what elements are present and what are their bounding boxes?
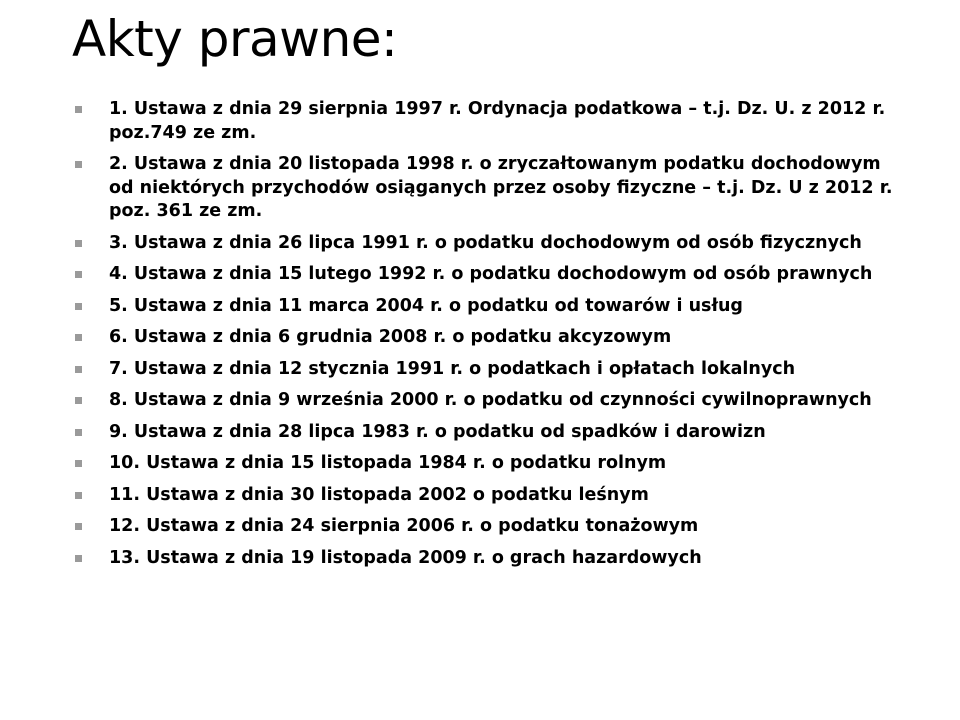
list-item (72, 263, 902, 287)
list-item (72, 295, 902, 319)
list-item-text: 10. Ustawa z dnia 15 listopada 1984 r. o podatku rolnym (109, 453, 667, 473)
list-item-text: 5. Ustawa z dnia 11 marca 2004 r. o podatku od towarów i usług (109, 295, 743, 316)
square-bullet-icon (75, 271, 82, 278)
list-item (72, 421, 902, 445)
list-item-text: 6. Ustawa z dnia 6 grudnia 2008 r. o podatku akcyzowym (109, 327, 672, 347)
list-item-text: 13. Ustawa z dnia 19 listopada 2009 r. o grach hazardowych (109, 547, 702, 568)
list-item (72, 358, 902, 382)
list-item (72, 452, 902, 476)
list-item (72, 232, 902, 256)
square-bullet-icon (75, 460, 82, 467)
list-item-text: 2. Ustawa z dnia 20 listopada 1998 r. o zryczałtowanym podatku dochodowym od niektórych przychodów osiąganych przez osoby fizyczne – t.j. Dz. U z 2012 r. poz. 361 ze zm. (109, 154, 893, 221)
list-item-text: 4. Ustawa z dnia 15 lutego 1992 r. o podatku dochodowym od osób prawnych (109, 264, 873, 284)
square-bullet-icon (75, 334, 82, 341)
list-item-text: 12. Ustawa z dnia 24 sierpnia 2006 r. o podatku tonażowym (109, 516, 699, 536)
list-item (72, 389, 902, 413)
list-item (72, 484, 902, 508)
square-bullet-icon (75, 429, 82, 436)
legal-acts-list (72, 98, 902, 578)
list-item-text: 3. Ustawa z dnia 26 lipca 1991 r. o podatku dochodowym od osób fizycznych (109, 232, 862, 253)
list-item (72, 326, 902, 350)
square-bullet-icon (75, 161, 82, 168)
square-bullet-icon (75, 366, 82, 373)
list-item-text: 8. Ustawa z dnia 9 września 2000 r. o podatku od czynności cywilnoprawnych (109, 390, 872, 410)
list-item (72, 515, 902, 539)
square-bullet-icon (75, 303, 82, 310)
list-item (72, 153, 902, 224)
square-bullet-icon (75, 492, 82, 499)
square-bullet-icon (75, 555, 82, 562)
square-bullet-icon (75, 397, 82, 404)
square-bullet-icon (75, 523, 82, 530)
list-item-text: 11. Ustawa z dnia 30 listopada 2002 o podatku leśnym (109, 484, 649, 505)
slide-title: Akty prawne: (72, 10, 398, 68)
square-bullet-icon (75, 106, 82, 113)
list-item-text: 1. Ustawa z dnia 29 sierpnia 1997 r. Ordynacja podatkowa – t.j. Dz. U. z 2012 r. poz.749 ze zm. (109, 99, 886, 143)
list-item-text: 7. Ustawa z dnia 12 stycznia 1991 r. o podatkach i opłatach lokalnych (109, 358, 796, 379)
list-item (72, 547, 902, 571)
square-bullet-icon (75, 240, 82, 247)
list-item-text: 9. Ustawa z dnia 28 lipca 1983 r. o podatku od spadków i darowizn (109, 421, 766, 442)
list-item (72, 98, 902, 145)
